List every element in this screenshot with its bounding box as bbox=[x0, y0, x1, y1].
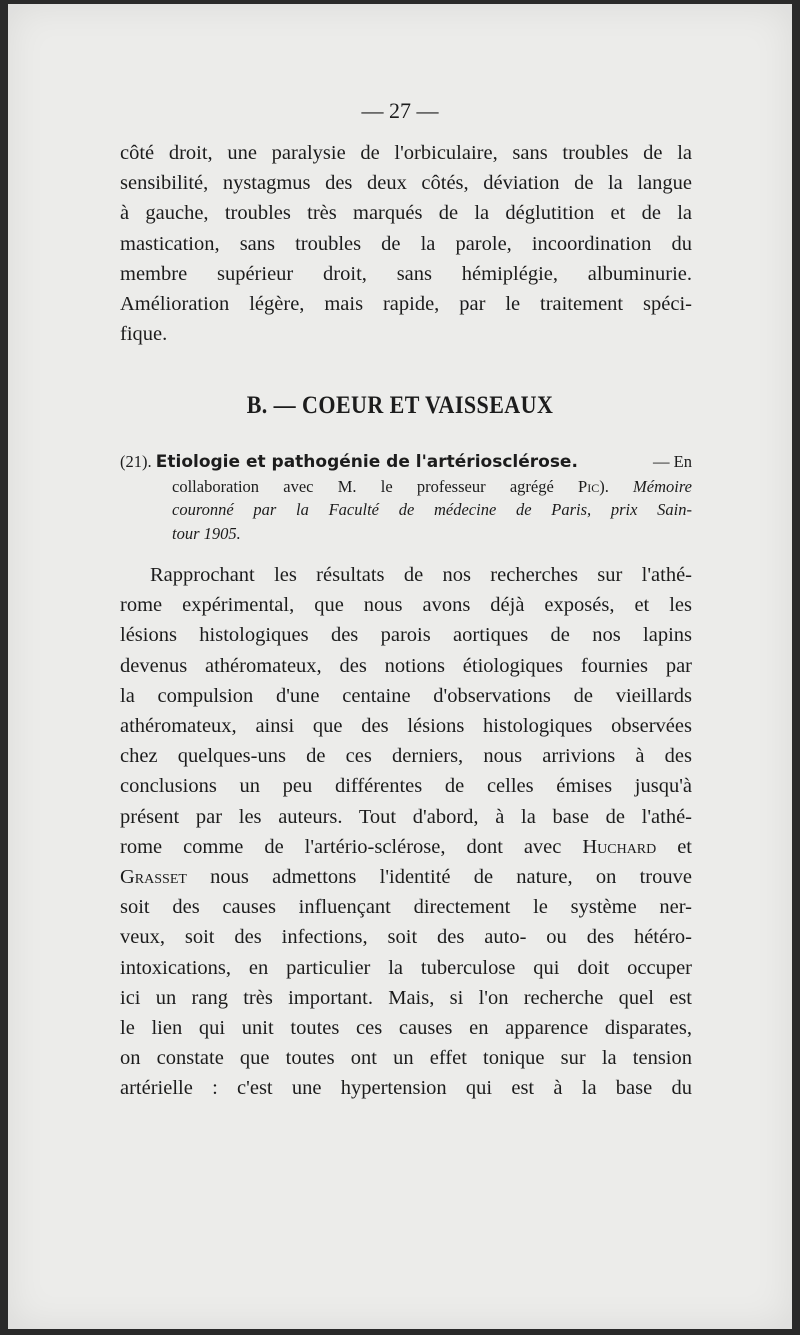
text-fragment: rome comme de l'artério-sclérose, dont avec bbox=[120, 835, 583, 858]
paragraph-continued bbox=[120, 138, 692, 349]
text-line bbox=[120, 832, 692, 862]
text-line: devenus athéromateux, des notions étiologiques fournies par bbox=[120, 654, 692, 677]
entry-line1-tail: — En bbox=[653, 452, 692, 471]
entry-number: (21). bbox=[120, 452, 152, 471]
text-line: soit des causes influençant directement le système ner- bbox=[120, 896, 692, 919]
entry-line bbox=[120, 475, 692, 499]
text-line: on constate que toutes ont un effet tonique sur la tension bbox=[120, 1047, 692, 1070]
text-fragment: et bbox=[656, 835, 692, 858]
text-line: présent par les auteurs. Tout d'abord, à la base de l'athé- bbox=[120, 805, 692, 828]
author-name: Grasset bbox=[120, 866, 187, 889]
entry-italic: Mémoire bbox=[633, 476, 692, 496]
text-fragment: nous admettons l'identité de nature, on trouve bbox=[186, 866, 692, 889]
text-line: intoxications, en particulier la tuberculose qui doit occuper bbox=[120, 956, 692, 979]
bibliography-entry bbox=[120, 450, 692, 545]
text-line: fique. bbox=[120, 323, 168, 346]
entry-title: Etiologie et pathogénie de l'artériosclérose. bbox=[155, 452, 578, 472]
text-line: artérielle : c'est une hypertension qui est à la base du bbox=[120, 1077, 692, 1100]
text-line: côté droit, une paralysie de l'orbiculaire, sans troubles de la bbox=[120, 142, 692, 164]
text-line: chez quelques-uns de ces derniers, nous arrivions à des bbox=[120, 745, 692, 768]
text-line: membre supérieur droit, sans hémiplégie, albuminurie. bbox=[120, 262, 692, 285]
text-line: Rapprochant les résultats de nos recherches sur l'athé- bbox=[150, 564, 692, 586]
entry-first-line bbox=[120, 450, 692, 475]
text-line: ici un rang très important. Mais, si l'on recherche quel est bbox=[120, 986, 692, 1009]
text-line: athéromateux, ainsi que des lésions histologiques observées bbox=[120, 715, 692, 738]
entry-text: ). bbox=[599, 476, 634, 496]
paragraph-main bbox=[120, 560, 692, 1104]
section-heading: B. — COEUR ET VAISSEAUX bbox=[246, 392, 554, 419]
text-line: le lien qui unit toutes ces causes en apparence disparates, bbox=[120, 1017, 692, 1040]
entry-text: collaboration avec M. le professeur agrégé bbox=[172, 476, 579, 496]
page-number: — 27 — bbox=[361, 98, 439, 123]
text-line: rome expérimental, que nous avons déjà exposés, et les bbox=[120, 594, 692, 617]
text-line: la compulsion d'une centaine d'observations de vieillards bbox=[120, 684, 692, 707]
text-line: conclusions un peu différentes de celles émises jusqu'à bbox=[120, 775, 692, 798]
entry-line: tour 1905. bbox=[172, 523, 241, 543]
text-line: veux, soit des infections, soit des auto- ou des hétéro- bbox=[120, 926, 692, 949]
author-name: Pic bbox=[578, 476, 600, 496]
entry-line: couronné par la Faculté de médecine de Paris, prix Sain- bbox=[172, 500, 692, 519]
text-line: Amélioration légère, mais rapide, par le traitement spéci- bbox=[120, 293, 692, 316]
document-page bbox=[8, 4, 792, 1329]
text-line: mastication, sans troubles de la parole, incoordination du bbox=[120, 232, 692, 255]
text-line: lésions histologiques des parois aortiques de nos lapins bbox=[120, 624, 692, 647]
text-line bbox=[120, 862, 692, 892]
author-name: Huchard bbox=[582, 835, 657, 858]
text-line: à gauche, troubles très marqués de la déglutition et de la bbox=[120, 202, 692, 225]
text-line: sensibilité, nystagmus des deux côtés, déviation de la langue bbox=[120, 172, 692, 195]
